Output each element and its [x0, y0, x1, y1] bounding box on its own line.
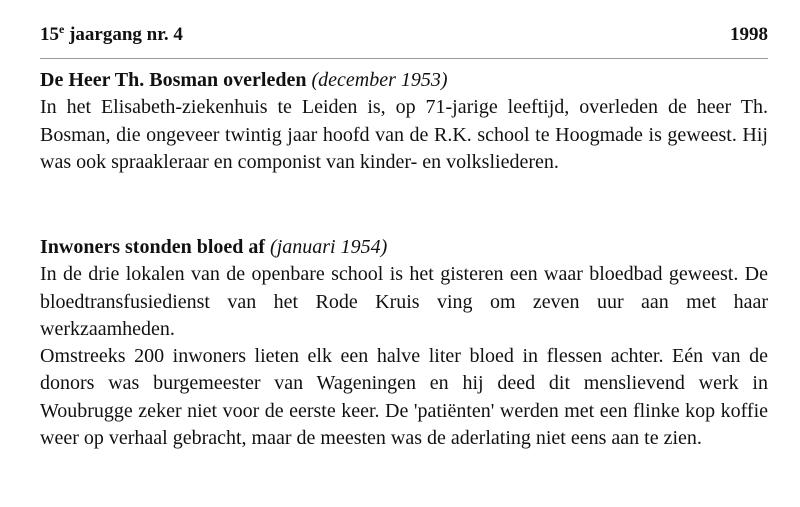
- article-paragraph: In de drie lokalen van de openbare school is het gisteren een waar bloedbad geweest. De bloedtransfusiedienst van het Rode Kruis ving om zeven uur aan met haar werkzaamheden.: [40, 263, 768, 340]
- article-paragraph: In het Elisabeth-ziekenhuis te Leiden is, op 71-jarige leeftijd, overleden de heer Th. Bosman, die ongeveer twintig jaar hoofd van de R.K. school te Hoogmade is geweest. Hij was ook spraakleraar en componist van kinder- en volksliederen.: [40, 96, 768, 173]
- issue-number: 15: [40, 24, 59, 45]
- article-title: De Heer Th. Bosman overleden: [40, 69, 307, 91]
- article-paragraph: Omstreeks 200 inwoners lieten elk een halve liter bloed in flessen achter. Eén van de donors was burgemeester van Wageningen en hij deed dit menslievend werk in Woubrugge zeker niet voor de eerste keer. De 'patiënten' werden met een flinke kop koffie weer op verhaal gebracht, maar de meesten was de aderlating niet eens aan te zien.: [40, 345, 768, 450]
- issue-volume-text: jaargang nr. 4: [64, 24, 183, 45]
- article-heading: [40, 234, 768, 261]
- running-header: [40, 24, 768, 48]
- issue-ordinal-suffix: e: [59, 22, 65, 36]
- header-divider: [40, 58, 768, 59]
- issue-year: 1998: [730, 24, 768, 45]
- article-date: (januari 1954): [270, 236, 388, 258]
- article-title: Inwoners stonden bloed af: [40, 236, 266, 258]
- article-bosman: [40, 67, 768, 176]
- article-date: (december 1953): [311, 69, 448, 91]
- article-bloed: [40, 234, 768, 452]
- issue-label: [40, 24, 183, 46]
- article-heading: [40, 67, 768, 94]
